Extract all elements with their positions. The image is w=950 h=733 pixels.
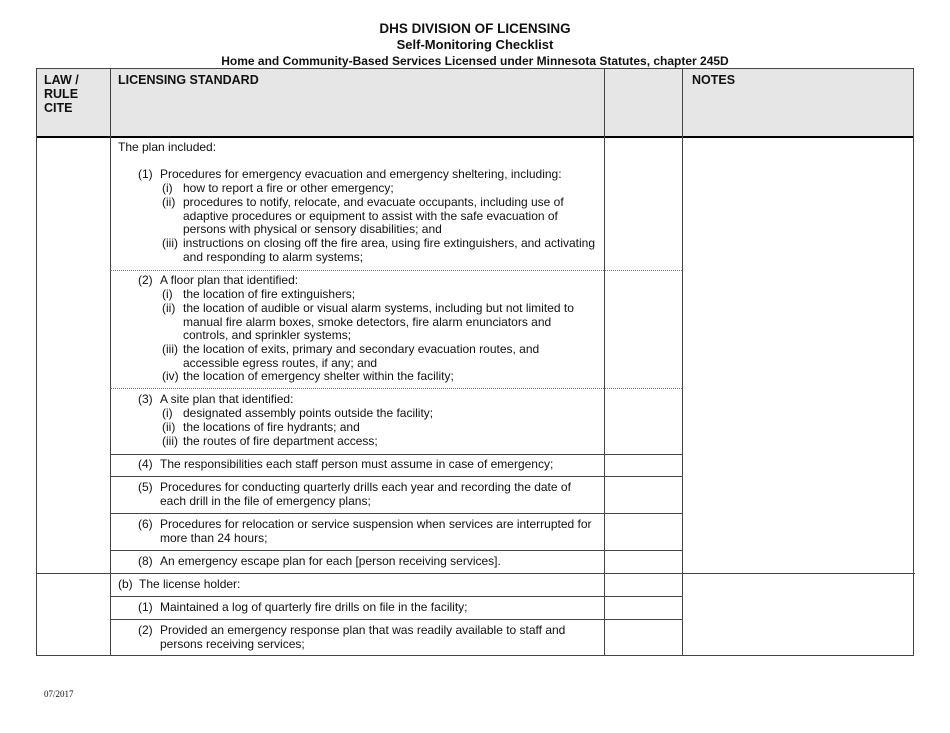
item-number: (2) xyxy=(138,623,153,637)
row-sep xyxy=(110,596,682,597)
subitem-number: (iii) xyxy=(162,342,178,356)
item-number: (4) xyxy=(138,457,153,471)
subitem-number: (iii) xyxy=(162,236,178,250)
subitem-text: the location of fire extinguishers; xyxy=(183,287,356,301)
item-number: (8) xyxy=(138,554,153,568)
item-text: A site plan that identified: xyxy=(160,392,294,406)
row-sep xyxy=(110,454,682,455)
item-text: An emergency escape plan for each [person receiving services]. xyxy=(160,554,501,568)
item-number: (2) xyxy=(138,273,153,287)
subitem-text: procedures to notify, relocate, and evacuate occupants, including use of xyxy=(183,195,564,209)
item-text: Procedures for relocation or service suspension when services are interrupted for xyxy=(160,517,592,531)
item-text: Procedures for emergency evacuation and emergency sheltering, including: xyxy=(160,167,562,181)
subitem-text: how to report a fire or other emergency; xyxy=(183,181,394,195)
table-header xyxy=(37,69,913,138)
subitem-number: (iii) xyxy=(162,434,178,448)
subitem-text: manual fire alarm boxes, smoke detectors, fire alarm enunciators and xyxy=(183,314,552,329)
subitem-number: (ii) xyxy=(162,301,176,315)
item-text: more than 24 hours; xyxy=(160,530,268,545)
item-number: (1) xyxy=(138,600,153,614)
col-divider-standard xyxy=(604,69,605,655)
plan-intro: The plan included: xyxy=(118,140,217,154)
item-number: (5) xyxy=(138,480,153,494)
item-text: each drill in the file of emergency plans; xyxy=(160,493,371,508)
subitem-text: designated assembly points outside the facility; xyxy=(183,406,434,420)
col-standard-header: LICENSING STANDARD xyxy=(118,73,259,87)
subitem-text: the location of emergency shelter within the facility; xyxy=(183,369,454,383)
row-sep xyxy=(110,270,682,271)
subitem-text: accessible egress routes, if any; and xyxy=(183,355,378,370)
row-sep xyxy=(110,513,682,514)
col-law-header xyxy=(44,73,104,115)
subitem-number: (i) xyxy=(162,181,173,195)
subitem-text: controls, and sprinkler systems; xyxy=(183,328,352,342)
subitem-number: (i) xyxy=(162,287,173,301)
row-sep xyxy=(110,476,682,477)
subitem-text: adaptive procedures or equipment to assist with the safe evacuation of xyxy=(183,208,558,223)
subitem-text: the location of exits, primary and secondary evacuation routes, and xyxy=(183,342,540,356)
subitem-number: (i) xyxy=(162,406,173,420)
subitem-number: (iv) xyxy=(162,369,179,383)
item-number: (1) xyxy=(138,167,153,181)
doc-subtitle: Self-Monitoring Checklist xyxy=(396,37,554,52)
col-divider-law xyxy=(110,69,111,655)
subitem-text: persons with physical or sensory disabilities; and xyxy=(183,222,442,236)
revision-date: 07/2017 xyxy=(44,689,74,699)
doc-title: DHS DIVISION OF LICENSING xyxy=(379,21,571,36)
item-text: A floor plan that identified: xyxy=(160,273,299,287)
col-notes-header: NOTES xyxy=(692,73,736,87)
item-text: Provided an emergency response plan that was readily available to staff and xyxy=(160,623,566,637)
row-sep xyxy=(110,619,682,620)
item-text: persons receiving services; xyxy=(160,636,305,651)
col-divider-check xyxy=(682,69,683,655)
item-text: The responsibilities each staff person must assume in case of emergency; xyxy=(160,457,554,471)
subitem-text: and responding to alarm systems; xyxy=(183,249,364,264)
subitem-number: (ii) xyxy=(162,420,176,434)
subitem-number: (ii) xyxy=(162,195,176,209)
subitem-text: instructions on closing off the fire area, using fire extinguishers, and activating xyxy=(183,236,596,250)
row-sep xyxy=(110,550,682,551)
subitem-text: the location of audible or visual alarm systems, including but not limited to xyxy=(183,301,574,315)
item-text: Maintained a log of quarterly fire drills on file in the facility; xyxy=(160,600,468,614)
col-law-label: LAW / RULE CITE xyxy=(44,73,79,115)
item-number: (3) xyxy=(138,392,153,406)
section-sep xyxy=(37,573,915,574)
row-sep xyxy=(110,388,682,389)
section-number: (b) xyxy=(118,577,133,591)
doc-scope: Home and Community-Based Services Licensed under Minnesota Statutes, chapter 245D xyxy=(221,54,729,68)
section-text: The license holder: xyxy=(139,577,241,591)
item-text: Procedures for conducting quarterly drills each year and recording the date of xyxy=(160,480,571,494)
subitem-text: the locations of fire hydrants; and xyxy=(183,420,360,434)
subitem-text: the routes of fire department access; xyxy=(183,434,378,448)
item-number: (6) xyxy=(138,517,153,531)
